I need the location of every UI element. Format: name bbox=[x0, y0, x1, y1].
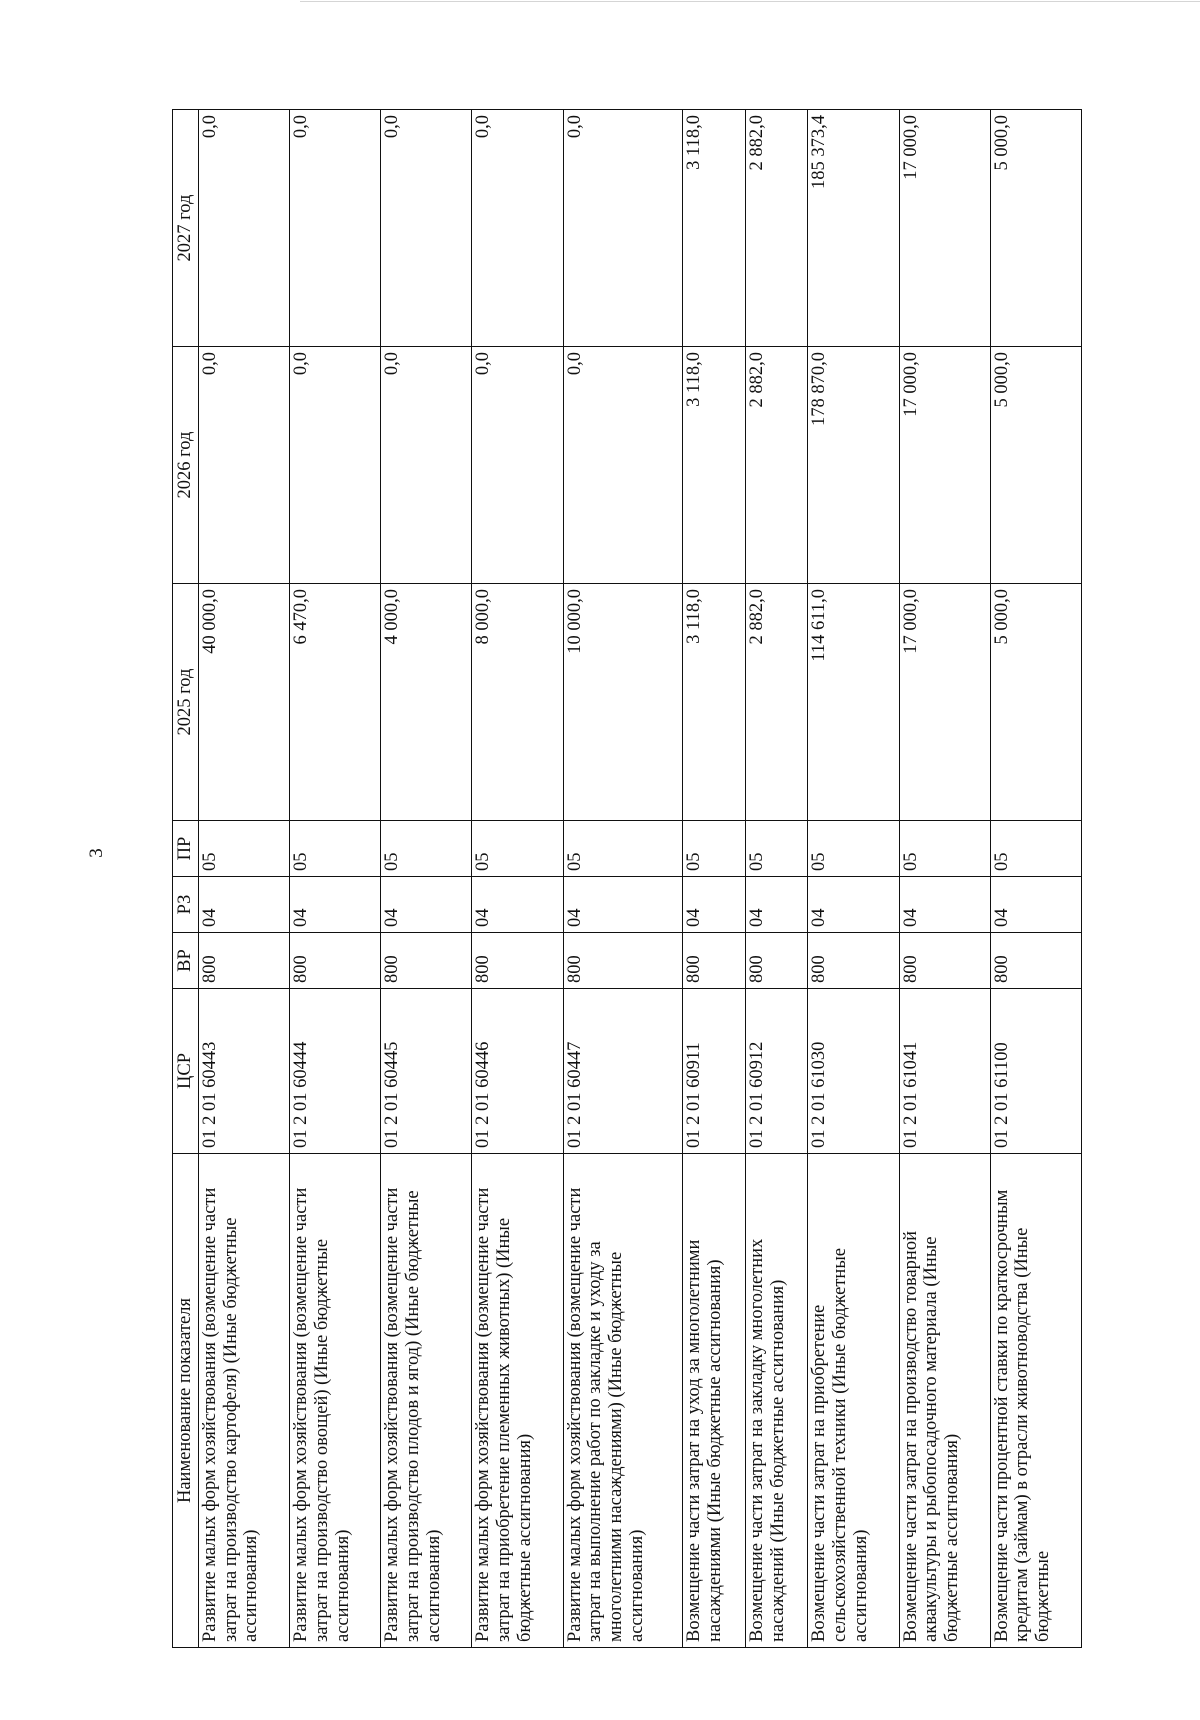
table-row bbox=[472, 110, 563, 1648]
row-rz: 04 bbox=[990, 877, 1081, 933]
row-rz: 04 bbox=[290, 877, 381, 933]
table-row bbox=[899, 110, 990, 1648]
row-2026: 0,0 bbox=[290, 347, 381, 584]
row-csr: 01 2 01 60447 bbox=[563, 989, 683, 1154]
row-2025: 6 470,0 bbox=[290, 584, 381, 821]
row-rz: 04 bbox=[563, 877, 683, 933]
row-name: Возмещение части затрат на закладку многолетних насаждений (Иные бюджетные ассигнования) bbox=[745, 1154, 808, 1648]
row-pr: 05 bbox=[683, 821, 746, 877]
page-edge-line bbox=[300, 1, 1200, 2]
row-2025: 3 118,0 bbox=[683, 584, 746, 821]
table-row bbox=[199, 110, 290, 1648]
table-row bbox=[563, 110, 683, 1648]
row-2025: 114 611,0 bbox=[808, 584, 899, 821]
row-csr: 01 2 01 60444 bbox=[290, 989, 381, 1154]
budget-table bbox=[172, 109, 1082, 1648]
row-2026: 0,0 bbox=[199, 347, 290, 584]
row-name: Развитие малых форм хозяйствования (возмещение части затрат на выполнение работ по закладке и уходу за многолетними насаждениями) (Иные бюджетные ассигнования) bbox=[563, 1154, 683, 1648]
table-row bbox=[808, 110, 899, 1648]
row-pr: 05 bbox=[199, 821, 290, 877]
row-csr: 01 2 01 60912 bbox=[745, 989, 808, 1154]
table-row bbox=[990, 110, 1081, 1648]
row-name: Развитие малых форм хозяйствования (возмещение части затрат на производство плодов и ягод) (Иные бюджетные ассигнования) bbox=[381, 1154, 472, 1648]
row-csr: 01 2 01 61030 bbox=[808, 989, 899, 1154]
row-pr: 05 bbox=[381, 821, 472, 877]
table-row bbox=[290, 110, 381, 1648]
row-2025: 4 000,0 bbox=[381, 584, 472, 821]
header-2026: 2026 год bbox=[173, 347, 199, 584]
header-2027: 2027 год bbox=[173, 110, 199, 347]
row-2025: 2 882,0 bbox=[745, 584, 808, 821]
table-header-row bbox=[173, 110, 199, 1648]
row-2027: 0,0 bbox=[381, 110, 472, 347]
header-name: Наименование показателя bbox=[173, 1154, 199, 1648]
row-name: Возмещение части затрат на уход за многолетними насаждениями (Иные бюджетные ассигнования) bbox=[683, 1154, 746, 1648]
row-2026: 2 882,0 bbox=[745, 347, 808, 584]
row-2026: 3 118,0 bbox=[683, 347, 746, 584]
row-vr: 800 bbox=[199, 933, 290, 989]
header-rz: РЗ bbox=[173, 877, 199, 933]
row-pr: 05 bbox=[563, 821, 683, 877]
row-name: Возмещение части затрат на приобретение сельскохозяйственной техники (Иные бюджетные ассигнования) bbox=[808, 1154, 899, 1648]
row-csr: 01 2 01 61100 bbox=[990, 989, 1081, 1154]
row-name: Развитие малых форм хозяйствования (возмещение части затрат на приобретение племенных животных) (Иные бюджетные ассигнования) bbox=[472, 1154, 563, 1648]
row-csr: 01 2 01 61041 bbox=[899, 989, 990, 1154]
row-2027: 0,0 bbox=[290, 110, 381, 347]
row-vr: 800 bbox=[899, 933, 990, 989]
row-2027: 3 118,0 bbox=[683, 110, 746, 347]
header-2025: 2025 год bbox=[173, 584, 199, 821]
row-2025: 10 000,0 bbox=[563, 584, 683, 821]
row-name: Развитие малых форм хозяйствования (возмещение части затрат на производство овощей) (Иные бюджетные ассигнования) bbox=[290, 1154, 381, 1648]
row-pr: 05 bbox=[808, 821, 899, 877]
row-2025: 5 000,0 bbox=[990, 584, 1081, 821]
row-pr: 05 bbox=[899, 821, 990, 877]
header-pr: ПР bbox=[173, 821, 199, 877]
row-pr: 05 bbox=[990, 821, 1081, 877]
row-vr: 800 bbox=[472, 933, 563, 989]
row-rz: 04 bbox=[683, 877, 746, 933]
table-row bbox=[683, 110, 746, 1648]
row-rz: 04 bbox=[899, 877, 990, 933]
row-2026: 178 870,0 bbox=[808, 347, 899, 584]
row-vr: 800 bbox=[808, 933, 899, 989]
row-2025: 17 000,0 bbox=[899, 584, 990, 821]
row-vr: 800 bbox=[990, 933, 1081, 989]
row-vr: 800 bbox=[563, 933, 683, 989]
table-row bbox=[745, 110, 808, 1648]
row-vr: 800 bbox=[381, 933, 472, 989]
row-rz: 04 bbox=[199, 877, 290, 933]
row-vr: 800 bbox=[290, 933, 381, 989]
row-2027: 17 000,0 bbox=[899, 110, 990, 347]
page-number: 3 bbox=[85, 848, 107, 858]
row-2026: 0,0 bbox=[381, 347, 472, 584]
row-2027: 2 882,0 bbox=[745, 110, 808, 347]
row-2026: 0,0 bbox=[563, 347, 683, 584]
table-row bbox=[381, 110, 472, 1648]
rotated-table-container bbox=[172, 110, 1082, 1648]
row-csr: 01 2 01 60446 bbox=[472, 989, 563, 1154]
row-name: Развитие малых форм хозяйствования (возмещение части затрат на производство картофеля) (Иные бюджетные ассигнования) bbox=[199, 1154, 290, 1648]
row-2026: 5 000,0 bbox=[990, 347, 1081, 584]
row-pr: 05 bbox=[745, 821, 808, 877]
header-vr: ВР bbox=[173, 933, 199, 989]
row-vr: 800 bbox=[683, 933, 746, 989]
row-2026: 17 000,0 bbox=[899, 347, 990, 584]
header-csr: ЦСР bbox=[173, 989, 199, 1154]
row-name: Возмещение части затрат на производство товарной аквакультуры и рыбопосадочного материала (Иные бюджетные ассигнования) bbox=[899, 1154, 990, 1648]
row-2025: 40 000,0 bbox=[199, 584, 290, 821]
row-csr: 01 2 01 60911 bbox=[683, 989, 746, 1154]
row-csr: 01 2 01 60445 bbox=[381, 989, 472, 1154]
row-rz: 04 bbox=[745, 877, 808, 933]
row-2025: 8 000,0 bbox=[472, 584, 563, 821]
row-2027: 5 000,0 bbox=[990, 110, 1081, 347]
row-vr: 800 bbox=[745, 933, 808, 989]
row-2027: 185 373,4 bbox=[808, 110, 899, 347]
row-2027: 0,0 bbox=[563, 110, 683, 347]
row-csr: 01 2 01 60443 bbox=[199, 989, 290, 1154]
row-rz: 04 bbox=[808, 877, 899, 933]
row-pr: 05 bbox=[472, 821, 563, 877]
row-rz: 04 bbox=[472, 877, 563, 933]
row-pr: 05 bbox=[290, 821, 381, 877]
row-rz: 04 bbox=[381, 877, 472, 933]
row-2027: 0,0 bbox=[472, 110, 563, 347]
row-2027: 0,0 bbox=[199, 110, 290, 347]
row-2026: 0,0 bbox=[472, 347, 563, 584]
row-name: Возмещение части процентной ставки по краткосрочным кредитам (займам) в отрасли животноводства (Иные бюджетные bbox=[990, 1154, 1081, 1648]
